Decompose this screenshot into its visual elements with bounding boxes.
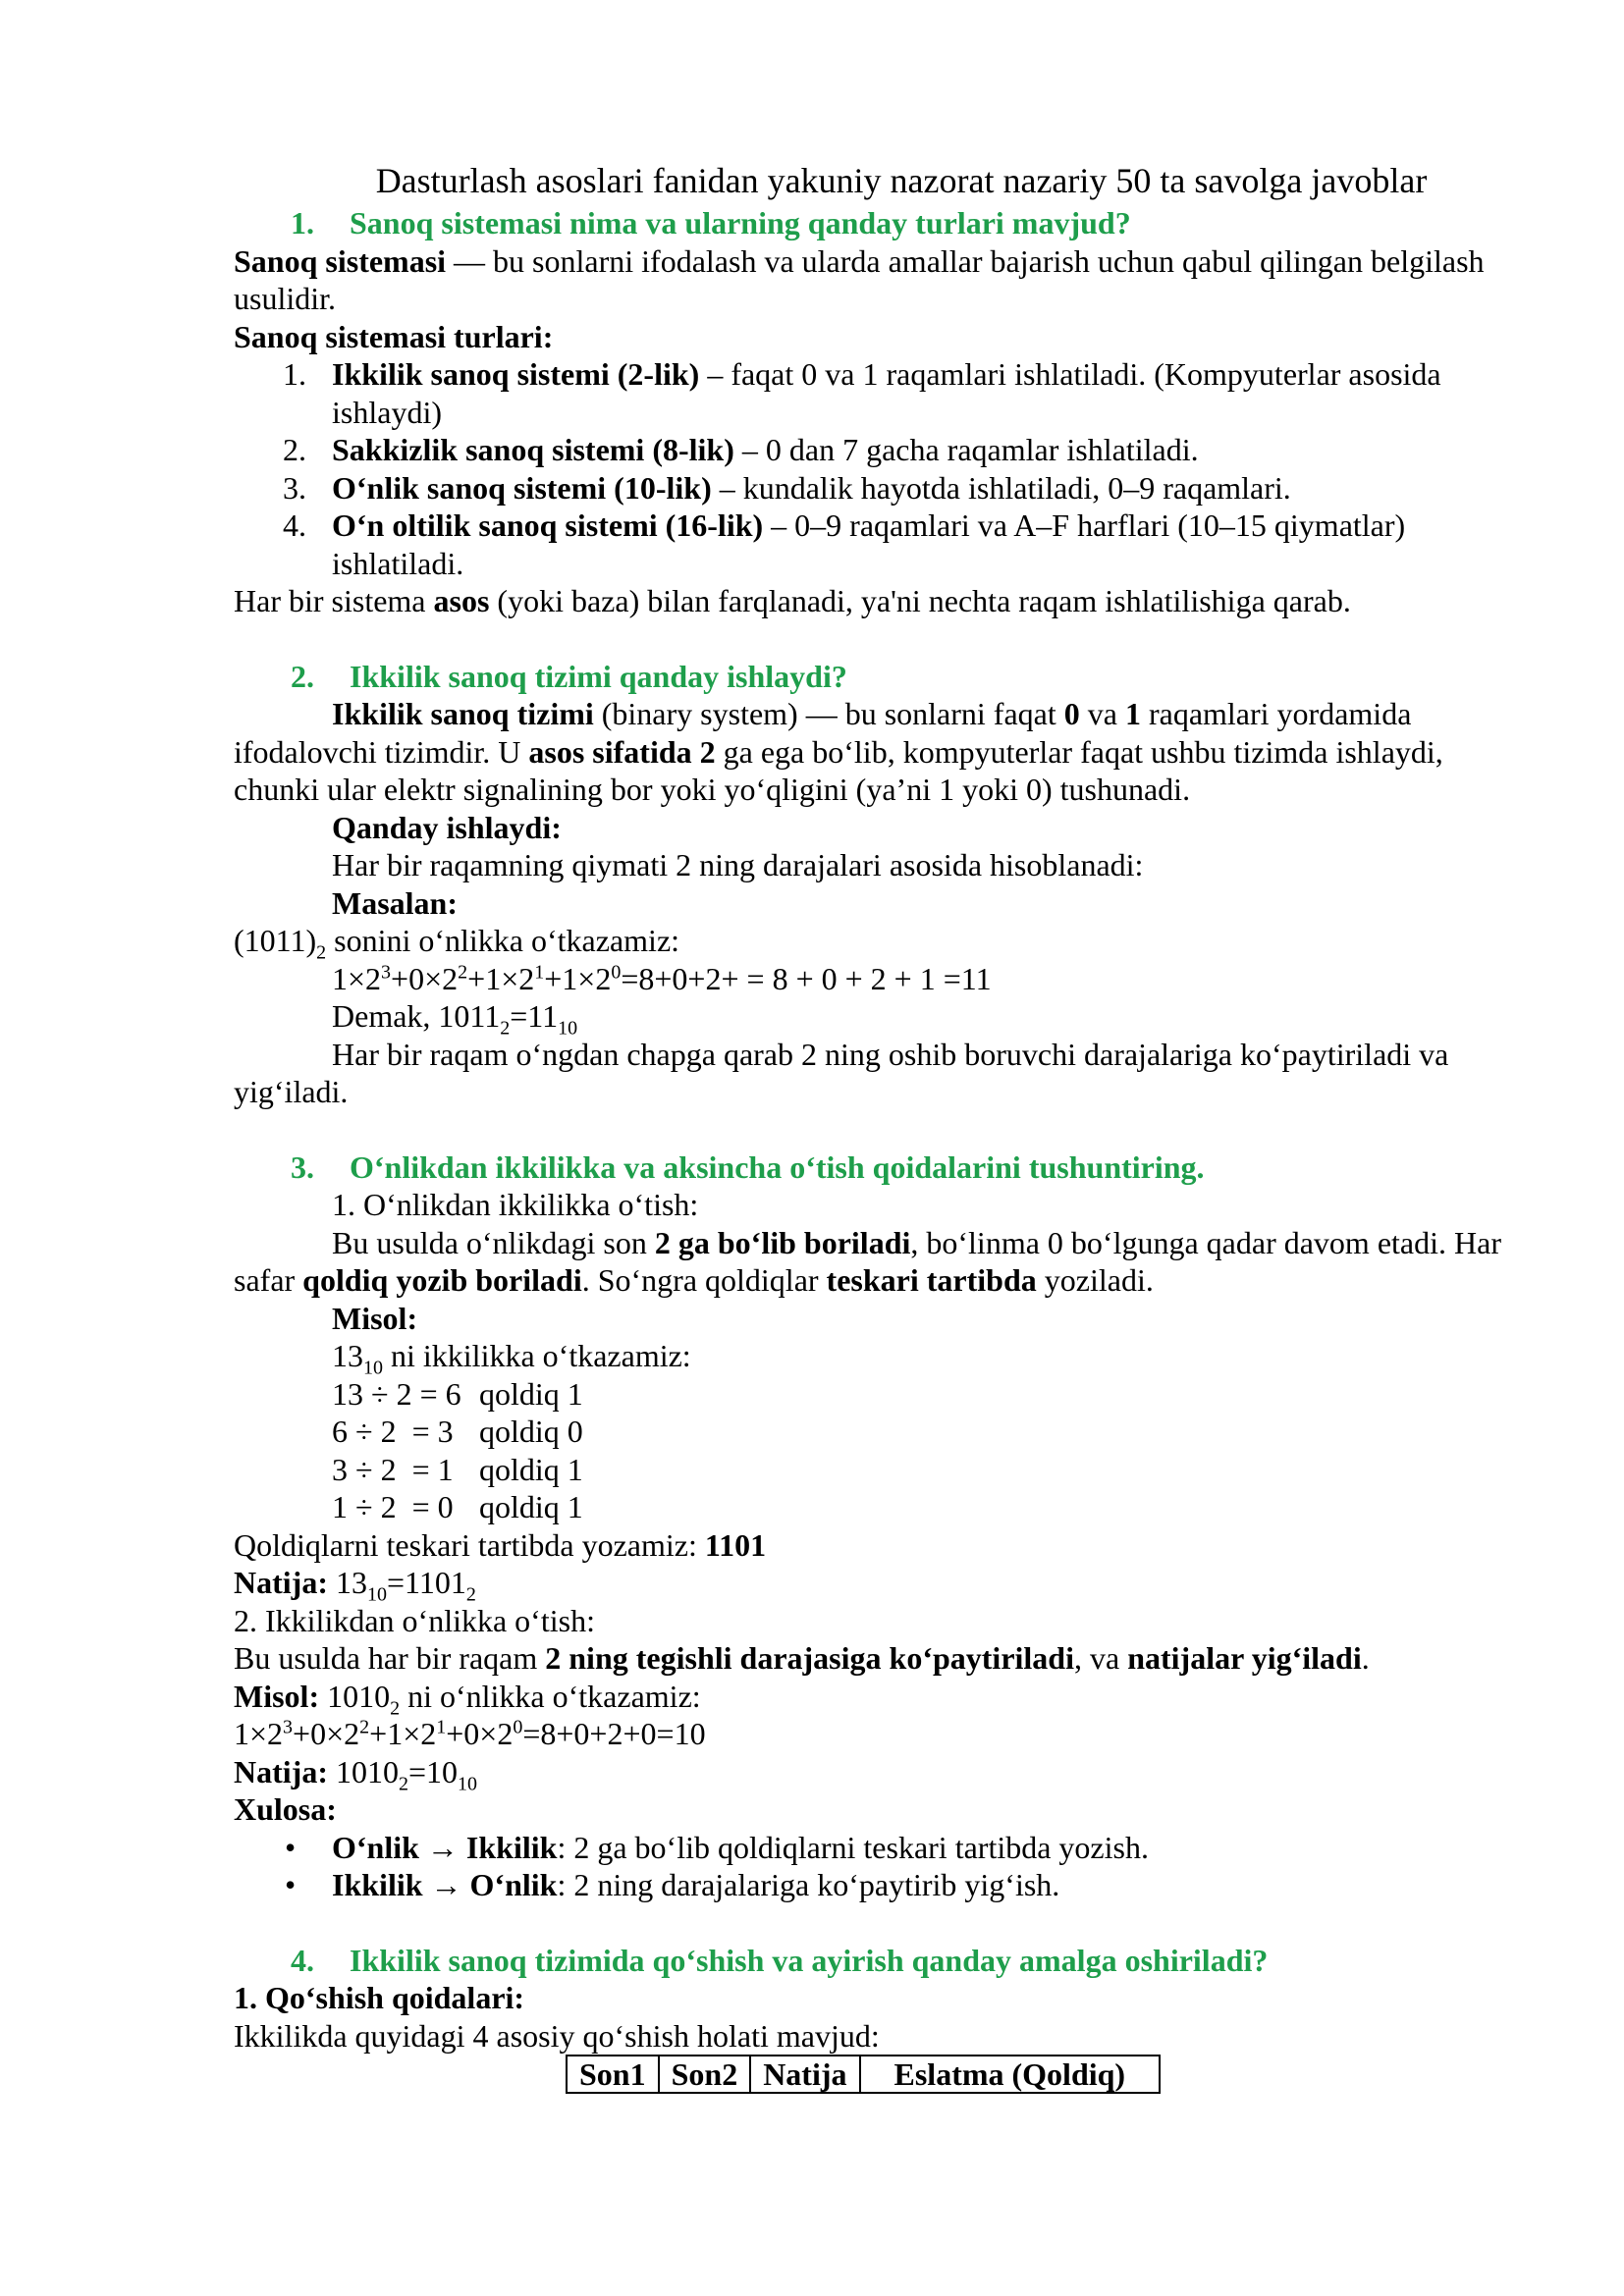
s3-bullet-list (234, 1829, 1510, 1904)
list-item: • Ikkilik → O‘nlik: 2 ning darajalariga ko‘paytirib yig‘ish. (285, 1867, 1060, 1902)
s2-how-label: Qanday ishlaydi: (332, 809, 562, 845)
s3-calculation: $1\times 2^3+0\times 2^2+1\times 2^1+0\times 2^0=8+0+2+0=10$ (234, 1716, 706, 1751)
division-step: 3 ÷ 2 = 1 qoldiq 1 (332, 1451, 583, 1487)
s3-misol-text: $13_{10}$ ni ikkilikka o‘tkazamiz: (332, 1338, 691, 1379)
question-1-heading: 1. Sanoq sistemasi nima va ularning qanday turlari mavjud? (291, 205, 1131, 240)
s3-misol-2: Misol: $1010_2$ ni o‘nlikka o‘tkazamiz: (234, 1678, 701, 1719)
s2-rule: Har bir raqam o‘ngdan chapga qarab 2 ning oshib boruvchi darajalariga ko‘paytiriladi va yig‘iladi. (234, 1036, 1449, 1109)
table-header-cell: Son2 (659, 2056, 751, 2093)
document-title: Dasturlash asoslari fanidan yakuniy nazorat nazariy 50 ta savolga javoblar (375, 161, 1428, 200)
addition-table (566, 2055, 1161, 2094)
s4-sub1: 1. Qo‘shish qoidalari: (234, 1980, 525, 2015)
bullet-icon: • (285, 1829, 297, 1865)
s2-calculation: $1\times 2^3+0\times 2^2+1\times 2^1+1\times 2^0=8+0+2+ = 8 + 0 + 2 + 1 =11$ (332, 960, 992, 996)
question-2-heading: 2. Ikkilik sanoq tizimi qanday ishlaydi? (291, 658, 847, 694)
s2-paragraph: Ikkilik sanoq tizimi (binary system) — bu sonlarni faqat 0 va 1 raqamlari yordamida ifodalovchi tizimdir. U asos sifatida 2 ga ega bo‘lib, kompyuterlar faqat ushbu tizimda ishlaydi, chunki ular elektr signalining bor yoki yo‘qligini (ya’ni 1 yoki 0) tushunadi. (234, 696, 1443, 807)
division-step: 1 ÷ 2 = 0 qoldiq 1 (332, 1489, 583, 1524)
s3-sub2: 2. Ikkilikdan o‘nlikka o‘tish: (234, 1602, 595, 1638)
list-item: 1. Ikkilik sanoq sistemi (2-lik) – faqat 0 va 1 raqamlari ishlatiladi. (Kompyuterlar asosida ishlaydi) (283, 356, 1441, 430)
s4-intro: Ikkilikda quyidagi 4 asosiy qo‘shish holati mavjud: (234, 2017, 880, 2054)
s3-xulosa-label: Xulosa: (234, 1791, 337, 1827)
s1-types-label: Sanoq sistemasi turlari: (234, 318, 554, 354)
s3-sub1: 1. O‘nlikdan ikkilikka o‘tish: (332, 1187, 699, 1222)
list-item: 2. Sakkizlik sanoq sistemi (8-lik) – 0 dan 7 gacha raqamlar ishlatiladi. (283, 432, 1199, 467)
list-item: • O‘nlik → Ikkilik: 2 ga bo‘lib qoldiqlarni teskari tartibda yozish. (285, 1829, 1149, 1865)
table-header-cell: Natija (750, 2056, 859, 2093)
s3-paragraph: Bu usulda o‘nlikdagi son 2 ga bo‘lib boriladi, bo‘linma 0 bo‘lgunga qadar davom etadi. Har safar qoldiq yozib boriladi. So‘ngra qoldiqlar teskari tartibda yoziladi. (234, 1224, 1501, 1298)
table-header-cell: Eslatma (Qoldiq) (860, 2056, 1161, 2093)
table-header-cell: Son1 (567, 2056, 659, 2093)
s2-result: Demak, $1011_2=11_{10}$ (332, 998, 578, 1040)
s3-result-2: Natija: $1010_2=10_{10}$ (234, 1753, 478, 1794)
question-3-heading: 3. O‘nlikdan ikkilikka va aksincha o‘tish qoidalarini tushuntiring. (291, 1148, 1205, 1185)
document-page (234, 147, 1510, 2094)
s3-result: Natija: $13_{10}=1101_2$ (234, 1565, 476, 1606)
s3-reverse: Qoldiqlarni teskari tartibda yozamiz: 1101 (234, 1526, 767, 1563)
s1-definition: Sanoq sistemasi — bu sonlarni ifodalash va ularda amallar bajarish uchun qabul qilingan belgilash usulidir. (234, 242, 1485, 316)
bullet-icon: • (285, 1867, 297, 1902)
s2-example-label: Masalan: (332, 884, 458, 921)
s3-misol-label: Misol: (332, 1300, 418, 1336)
division-step: 6 ÷ 2 = 3 qoldiq 0 (332, 1414, 583, 1449)
list-item: 4. O‘n oltilik sanoq sistemi (16-lik) – 0–9 raqamlari va A–F harflari (10–15 qiymatlar) ishlatiladi. (283, 507, 1406, 581)
division-step: 13 ÷ 2 = 6 qoldiq 1 (332, 1375, 583, 1412)
list-item: 3. O‘nlik sanoq sistemi (10-lik) – kundalik hayotda ishlatiladi, 0–9 raqamlari. (283, 469, 1291, 506)
s1-types-list (234, 355, 1510, 582)
s2-example: $(1011)_2$ sonini o‘nlikka o‘tkazamiz: (234, 923, 680, 964)
table-header-row (567, 2056, 1160, 2093)
s3-paragraph-2: Bu usulda har bir raqam 2 ning tegishli darajasiga ko‘paytiriladi, va natijalar yig‘iladi. (234, 1640, 1370, 1676)
question-4-heading: 4. Ikkilik sanoq tizimida qo‘shish va ayirish qanday amalga oshiriladi? (291, 1942, 1269, 1978)
s2-how-text: Har bir raqamning qiymati 2 ning darajalari asosida hisoblanadi: (332, 847, 1144, 882)
s1-note: Har bir sistema asos (yoki baza) bilan farqlanadi, ya'ni nechta raqam ishlatilishiga qarab. (234, 583, 1351, 618)
